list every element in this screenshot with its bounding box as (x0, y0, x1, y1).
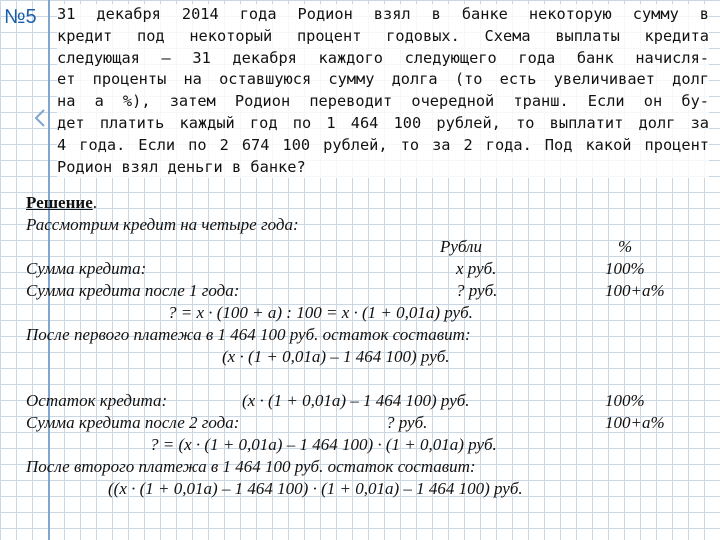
column-header-percent: % (618, 237, 633, 256)
after-year1-label: Сумма кредита после 1 года: (26, 281, 240, 300)
problem-line: кредит под некоторый процент годовых. Схема выплаты кредита (57, 26, 709, 45)
solution-intro: Рассмотрим кредит на четыре года: (26, 215, 299, 234)
column-header-rubles: Рубли (440, 237, 482, 256)
after-year1-percent: 100+а% (605, 281, 665, 300)
problem-line: 31 декабря 2014 года Родион взял в банке некоторую сумму в (57, 5, 709, 23)
remainder-year1: (х · (1 + 0,01а) – 1 464 100) руб. (222, 347, 450, 366)
bookmark-arrow-icon (30, 108, 50, 128)
credit-percent: 100% (605, 259, 645, 278)
problem-line: 4 года. Если по 2 674 100 рублей, то за 2 года. Под какой процент (57, 135, 709, 154)
problem-line: следующая – 31 декабря каждого следующего года банк начисля- (57, 48, 709, 67)
payment1-text: После первого платежа в 1 464 100 руб. остаток составит: (26, 325, 471, 344)
remainder-percent: 100% (605, 391, 645, 410)
payment2-text: После второго платежа в 1 464 100 руб. остаток составит: (26, 457, 476, 476)
remainder-value: (х · (1 + 0,01а) – 1 464 100) руб. (242, 391, 470, 410)
remainder-year2: ((х · (1 + 0,01а) – 1 464 100) · (1 + 0,01а) – 1 464 100) руб. (108, 479, 523, 498)
after-year2-percent: 100+а% (605, 413, 665, 432)
after-year2-label: Сумма кредита после 2 года: (26, 413, 240, 432)
problem-line: ет проценты на оставшуюся сумму долга (то есть увеличивает долг (57, 70, 709, 89)
problem-number: №5 (4, 6, 37, 28)
after-year1-rubles: ? руб. (456, 281, 498, 300)
problem-statement (57, 4, 709, 178)
credit-label: Сумма кредита: (26, 259, 147, 278)
solution-title: Решение (26, 193, 93, 212)
problem-line: на а %), затем Родион переводит очередной транш. Если он бу- (57, 92, 709, 111)
solution-heading (26, 192, 97, 214)
problem-line: Родион взял деньги в банке? (57, 157, 306, 176)
formula-year2: ? = (х · (1 + 0,01а) – 1 464 100) · (1 + 0,01а) руб. (150, 435, 497, 454)
formula-year1: ? = х · (100 + а) : 100 = х · (1 + 0,01а) руб. (168, 303, 473, 322)
credit-rubles: х руб. (456, 259, 497, 278)
after-year2-rubles: ? руб. (386, 413, 428, 432)
problem-line: дет платить каждый год по 1 464 100 рублей, то выплатит долг за (57, 113, 709, 132)
solution-title-dot: . (92, 193, 97, 212)
remainder-label: Остаток кредита: (26, 391, 168, 410)
